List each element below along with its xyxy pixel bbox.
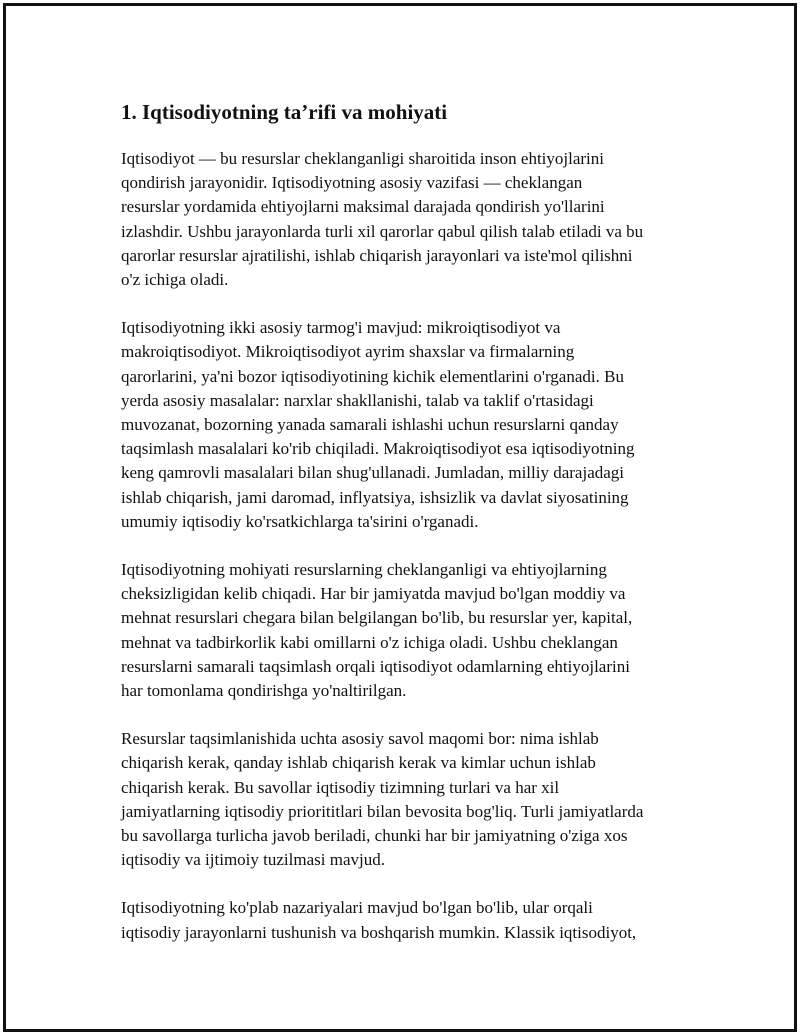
text-line: yerda asosiy masalalar: narxlar shakllanishi, talab va taklif o'rtasidagi xyxy=(121,390,594,410)
text-line: keng qamrovli masalalari bilan shug'ullanadi. Jumladan, milliy darajadagi xyxy=(121,463,625,483)
page-frame xyxy=(3,3,797,1032)
text-line: umumiy iqtisodiy ko'rsatkichlarga ta'sirini o'rganadi. xyxy=(121,511,479,531)
document-body xyxy=(121,99,701,969)
text-line: Iqtisodiyotning ko'plab nazariyalari mavjud bo'lgan bo'lib, ular orqali xyxy=(121,898,593,918)
text-line: bu savollarga turlicha javob beriladi, chunki har bir jamiyatning o'ziga xos xyxy=(121,826,628,846)
text-line: har tomonlama qondirishga yo'naltirilgan. xyxy=(121,681,407,701)
text-line: qondirish jarayonidir. Iqtisodiyotning asosiy vazifasi — cheklangan xyxy=(121,173,583,193)
text-line: Iqtisodiyotning mohiyati resurslarning cheklanganligi va ehtiyojlarning xyxy=(121,560,607,580)
text-line: makroiqtisodiyot. Mikroiqtisodiyot ayrim shaxslar va firmalarning xyxy=(121,342,575,362)
text-line: ishlab chiqarish, jami daromad, inflyatsiya, ishsizlik va davlat siyosatining xyxy=(121,487,629,507)
text-line: izlashdir. Ushbu jarayonlarda turli xil qarorlar qabul qilish talab etiladi va bu xyxy=(121,221,644,241)
text-line: qarorlarini, ya'ni bozor iqtisodiyotining kichik elementlarini o'rganadi. Bu xyxy=(121,366,624,386)
paragraph-branches xyxy=(121,316,701,534)
text-line: chiqarish kerak. Bu savollar iqtisodiy tizimning turlari va har xil xyxy=(121,777,560,797)
text-line: Iqtisodiyotning ikki asosiy tarmog'i mavjud: mikroiqtisodiyot va xyxy=(121,318,561,338)
section-title: 1. Iqtisodiyotning ta’rifi va mohiyati xyxy=(121,100,448,124)
paragraph-essence xyxy=(121,558,701,703)
paragraph-definition xyxy=(121,147,701,292)
paragraph-allocation xyxy=(121,727,701,872)
text-line: o'z ichiga oladi. xyxy=(121,270,229,290)
text-line: mehnat va tadbirkorlik kabi omillarni o'z ichiga oladi. Ushbu cheklangan xyxy=(121,632,618,652)
text-line: Iqtisodiyot — bu resurslar cheklanganligi sharoitida inson ehtiyojlarini xyxy=(121,149,604,168)
text-line: Resurslar taqsimlanishida uchta asosiy savol maqomi bor: nima ishlab xyxy=(121,729,599,749)
text-line: mehnat resurslari chegara bilan belgilangan bo'lib, bu resurslar yer, kapital, xyxy=(121,608,633,628)
text-line: muvozanat, bozorning yanada samarali ishlashi uchun resurslarni qanday xyxy=(121,415,619,435)
text-line: qarorlar resurslar ajratilishi, ishlab chiqarish jarayonlari va iste'mol qilishni xyxy=(121,245,633,265)
text-line: chiqarish kerak, qanday ishlab chiqarish kerak va kimlar uchun ishlab xyxy=(121,753,596,773)
text-line: jamiyatlarning iqtisodiy priorititlari bilan bevosita bog'liq. Turli jamiyatlarda xyxy=(121,801,644,821)
text-line: iqtisodiy va ijtimoiy tuzilmasi mavjud. xyxy=(121,850,385,870)
text-line: cheksizligidan kelib chiqadi. Har bir jamiyatda mavjud bo'lgan moddiy va xyxy=(121,584,626,604)
paragraph-theories xyxy=(121,896,701,944)
text-line: taqsimlash masalalari ko'rib chiqiladi. Makroiqtisodiyot esa iqtisodiyotning xyxy=(121,439,635,459)
text-line: resurslarni samarali taqsimlash orqali iqtisodiyot odamlarning ehtiyojlarini xyxy=(121,656,630,676)
text-line: iqtisodiy jarayonlarni tushunish va boshqarish mumkin. Klassik iqtisodiyot, xyxy=(121,922,637,942)
text-line: resurslar yordamida ehtiyojlarni maksimal darajada qondirish yo'llarini xyxy=(121,197,605,217)
